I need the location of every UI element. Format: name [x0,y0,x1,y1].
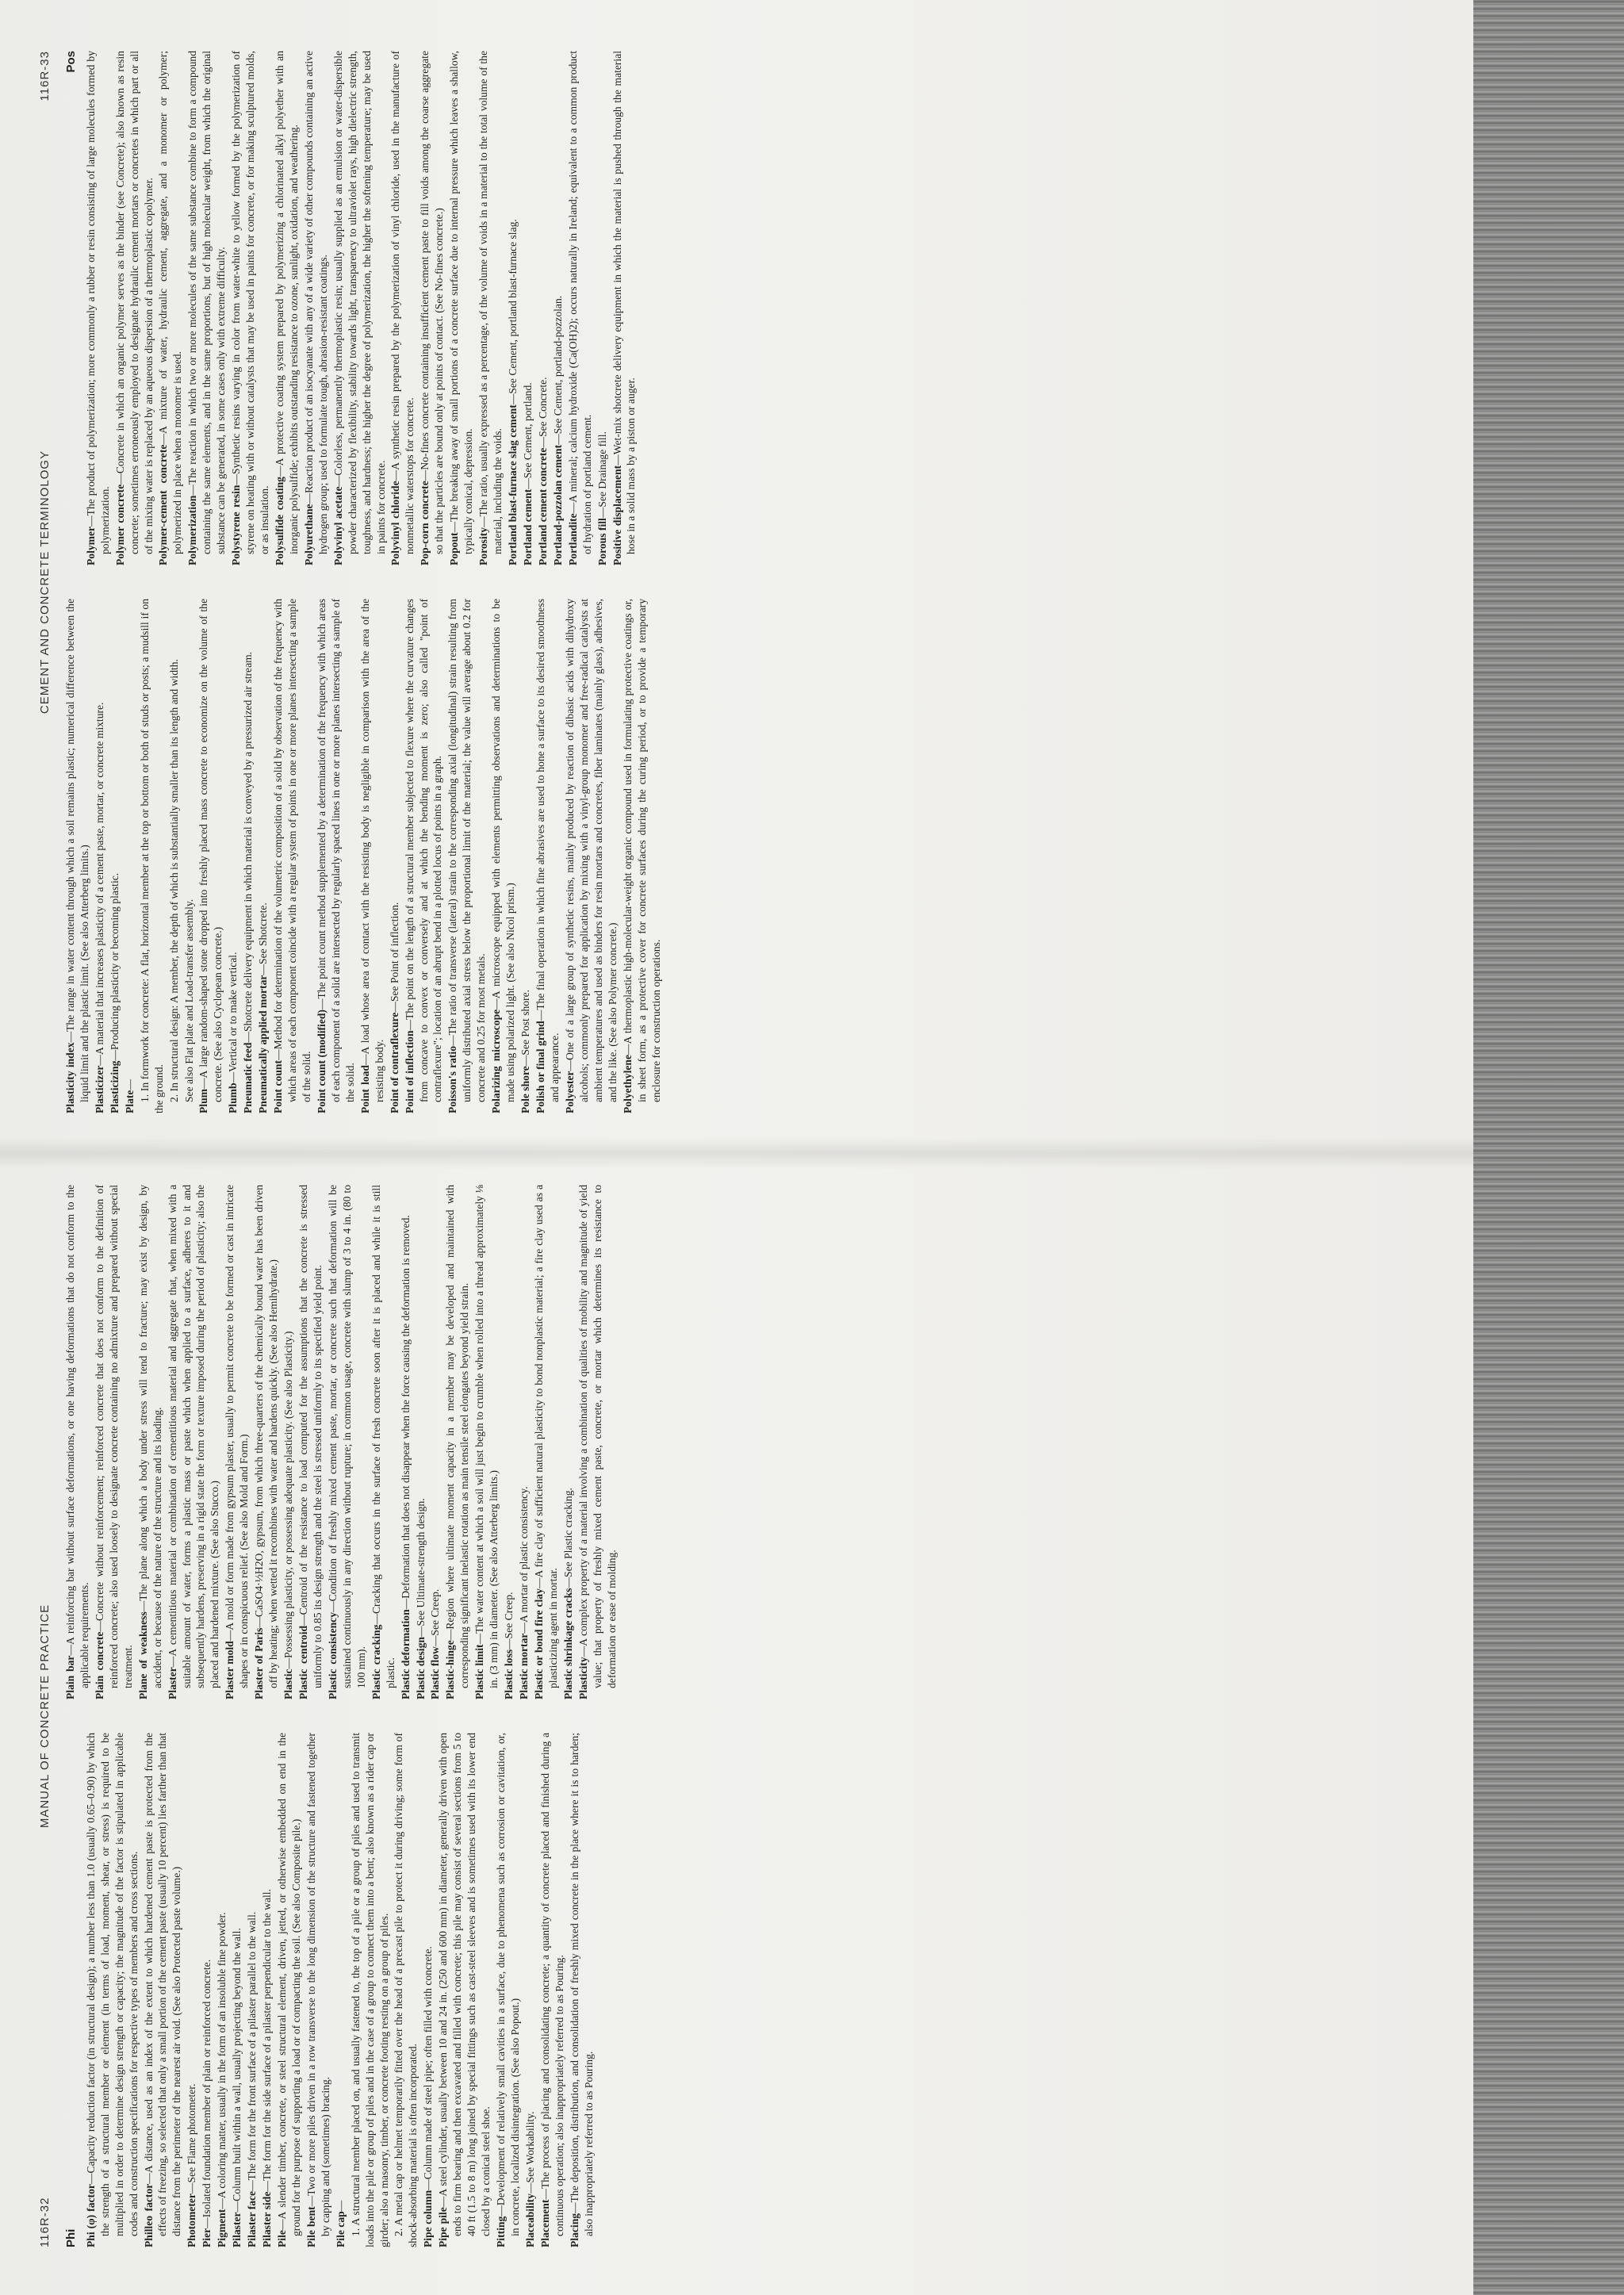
glossary-definition: —See Cement, portland-pozzolan. [551,295,564,445]
left-column-2 [63,1185,620,1699]
glossary-definition: —The reaction in which two or more molecules of the same substance combine to form a compound containing the same elements, and in the same proportions, but of high molecular weight, from which the original substance can be generated, in some cases only with extreme difficulty. [186,51,228,554]
glossary-definition: —The point on the length of a structural member subjected to flexure where the curvature changes from concave to convex or conversely and at which the bending moment is zero; also called "point of contraflexure"; location of an abrupt bend in a plotted locus of points in a graph. [403,599,444,1102]
glossary-term: Polarizing microscope [490,1009,503,1113]
glossary-term: Polish or final grind [534,1021,546,1113]
glossary-entry [304,1733,333,2247]
glossary-definition: —No-fines concrete containing insufficient cement paste to fill voids among the coarse aggregate so that the particles are bound only at points of contact. (See No-fines concrete.) [419,51,446,554]
glossary-definition: —CaSO4·½H2O, gypsum, from which three-quarters of the chemically bound water has been driven off by heating; when wetted it recombines with water and hardens quickly. (See also Hemihydrate.) [253,1185,280,1688]
glossary-entry [443,1185,472,1699]
glossary-term: Polysulfide coating [273,477,285,565]
glossary-definition: —A large random-shaped stone dropped into freshly placed mass concrete to economize on the volume of the concrete. (See also Cyclopean concrete.) [197,599,224,1102]
glossary-term: Pop-corn concrete [419,481,431,565]
glossary-definition: —Isolated foundation member of plain or reinforced concrete. [201,1959,213,2228]
glossary-entry [167,599,182,1113]
glossary-entry [532,1185,561,1699]
glossary-entry [315,599,358,1113]
glossary-entry [186,51,228,565]
glossary-definition: —Condition of freshly mixed cement paste, mortar, or concrete such that deformation will be sustained continuously in any direction without rupture; in common usage, concrete with slump of 3 to 4 in. (80 to 100 mm). [326,1185,367,1688]
glossary-term: Porous fill [596,518,608,565]
glossary-entry [108,599,122,1113]
glossary-definition: —See Post shore. [519,989,532,1067]
glossary-entry [446,599,488,1113]
glossary-term: Photometer [186,2193,198,2247]
glossary-definition: 2. In structural design: A member, the depth of which is substantially smaller than its length and width. [167,659,180,1102]
glossary-term: Portland cement concrete [536,447,549,565]
glossary-term: Polyethylene [621,1055,634,1113]
glossary-entry [326,1185,369,1699]
glossary-term: Plasticizer [93,1065,105,1113]
glossary-definition: —Possessing plasticity, or possessing adequate plasticity. (See also Plasticity.) [282,1331,295,1669]
glossary-definition: —A reinforcing bar without surface deformations, or one having deformations that do not conform to the applicable requirements. [64,1185,90,1688]
glossary-term: Polymer-cement concrete [157,444,170,565]
glossary-term: Porosity [477,527,490,565]
glossary-entry [473,1185,501,1699]
glossary-entry [403,599,446,1113]
glossary-term: Portland cement [521,489,534,565]
glossary-definition: —The range in water content through which a soil remains plastic; numerical difference between the liquid limit and the plastic limit. (See also Atterberg limits.) [64,599,90,1102]
glossary-entry [93,599,107,1113]
glossary-entry [517,1185,531,1699]
glossary-term: Plasticizing [108,1060,121,1113]
glossary-entry [166,1185,223,1699]
glossary-definition: —A mineral; calcium hydroxide (Ca(OH)2); occurs naturally in Ireland; equivalent to a common product of hydration of portland cement. [566,51,593,554]
glossary-entry [621,599,664,1113]
glossary-entry [447,51,476,565]
glossary-definition: —Column built within a wall, usually projecting beyond the wall. [231,1928,243,2213]
glossary-definition: —The form for the side surface of a pilaster perpendicular to the wall. [261,1889,274,2192]
glossary-definition: —A protective coating system prepared by polymerizing a chlorinated alkyl polyether with an inorganic polysulfide; exhibits outstanding resistance to ozone, sunlight, oxidation, and weathering. [273,51,300,554]
glossary-definition: — [123,1079,136,1090]
right-column-1 [63,599,664,1113]
glossary-definition: —A thermoplastic high-molecular-weight organic compound used in formulating protective coatings or, in sheet form, as a protective cover for concrete surfaces during the curing period, or to provide a temporary enclosure for construction operations. [621,599,662,1102]
glossary-entry [63,599,92,1113]
glossary-entry [136,1185,165,1699]
left-page [32,1185,1459,2247]
glossary-entry [256,599,270,1113]
glossary-definition: —A steel cylinder, usually between 10 and 24 in. (250 and 600 mm) in diameter, generally driven with open ends to firm bearing and then excavated and filled with concrete; this pile may consist of several sections from 5 to 40 ft (1.5 to 8 m) long joined by special fittings such as cast-steel sleeves and is sometimes used with its lower end closed by a conical steel shoe. [437,1733,492,2236]
glossary-definition: —Concrete without reinforcement; reinforced concrete that does not conform to the definition of reinforced concrete; also used loosely to designate concrete containing no admixture and prepared without special treatment. [93,1185,134,1688]
glossary-term: Plastic [282,1669,295,1699]
glossary-definition: —A mixture of water, hydraulic cement, aggregate, and a monomer or polymer; polymerized in place when a monomer is used. [157,51,184,554]
glossary-term: Plastic cracking [370,1624,382,1699]
glossary-definition: —The point count method supplemented by a determination of the frequency with which areas of each component of a solid are intersected by regularly spaced lines in one or more planes intersecting a sample of the solid. [315,599,356,1102]
glossary-term: Placement [538,2199,551,2247]
right-folio: 116R-33 [38,51,52,102]
glossary-term: Polystyrene resin [230,485,243,565]
glossary-term: Philleo factor [142,2183,155,2247]
glossary-definition: —Wet-mix shotcrete delivery equipment in which the material is pushed through the material hose in a solid mass by a piston or auger. [611,51,638,554]
glossary-term: Plate [123,1090,136,1113]
glossary-definition: —See Creep. [503,1592,515,1649]
glossary-definition: —Synthetic resins varying in color from water-white to yellow formed by the polymerization of styrene on heating with or without catalysts that may be used in paints for concrete, or for making sculptured molds, or as insulation. [230,51,271,554]
glossary-entry [506,51,520,565]
glossary-entry [215,1733,229,2247]
glossary-entry [185,1733,199,2247]
glossary-definition: —The breaking away of small portions of a concrete surface due to internal pressure which leaves a shallow, typically conical, depression. [448,51,475,554]
glossary-term: Polymerization [186,495,199,565]
right-running-head: CEMENT AND CONCRETE TERMINOLOGY [38,450,52,715]
glossary-entry [536,51,550,565]
glossary-definition: —See Workability. [523,2111,536,2194]
glossary-term: Pigment [216,2209,228,2247]
glossary-term: Plastic design [414,1637,427,1699]
glossary-entry [63,1185,92,1699]
glossary-entry [596,51,610,565]
glossary-definition: —A slender timber, concrete, or steel structural element, driven, jetted, or otherwise embedded on end in the ground for the purpose of supporting a load or of compacting the soil. (See also Composite pile.) [275,1733,302,2236]
glossary-entry [388,599,402,1113]
glossary-entry [399,1185,413,1699]
glossary-term: Plaster of Paris [253,1627,266,1699]
glossary-term: Polyester [563,1071,576,1113]
glossary-term: Pilaster side [261,2191,274,2247]
glossary-definition: —Method for determination of the volumetric composition of a solid by observation of the frequency with which areas of each component coincide with a regular system of points in one or more planes intersecting a sample of the solid. [272,599,312,1102]
glossary-entry [229,51,272,565]
glossary-definition: —A fire clay of sufficient natural plasticity to bond nonplastic material; a fire clay used as a plasticizing agent in mortar. [533,1185,559,1688]
glossary-definition: —Cracking that occurs in the surface of fresh concrete soon after it is placed and while it is still plastic. [370,1185,396,1688]
glossary-term: Point of inflection [403,1030,416,1113]
glossary-entry [260,1733,274,2247]
glossary-definition: 1. In formwork for concrete: A flat, horizontal member at the top or bottom or both of studs or posts; a mudsill if on the ground. [138,599,165,1113]
glossary-definition: 1. A structural member placed on, and usually fastened to, the top of a pile or a group of piles and used to transmit loads into the pile or group of piles and in the case of a group to connect them into a bent; also known as a rider cap or girder; also a masonry, timber, or concrete footing resting on a group of piles. [349,1733,390,2247]
glossary-entry [200,1733,214,2247]
glossary-term: Pole shore [519,1066,532,1113]
glossary-entry [414,1185,428,1699]
glossary-entry [477,51,505,565]
glossary-definition: —See Plastic cracking. [561,1488,574,1588]
glossary-definition: —Colorless, permanently thermoplastic resin; usually supplied as an emulsion or water-dispersible powder characterized by flexibility, stability towards light, transparency to ultraviolet rays, high dielectric strength, toughness, and hardness; the higher the degree of polymerization, the higher the softening temperature; may be used in paints for concrete. [331,50,387,554]
glossary-term: Plastic shrinkage cracks [561,1588,574,1699]
glossary-definition: —The deposition, distribution, and consolidation of freshly mixed concrete in the place where it is to harden; also inappropriately referred to as Pouring. [568,1733,595,2236]
glossary-definition: —See Shotcrete. [257,902,270,975]
glossary-term: Plain concrete [93,1631,105,1699]
glossary-term: Plaster [166,1667,178,1699]
glossary-entry [494,1733,523,2247]
glossary-term: Pile bent [304,2206,317,2247]
glossary-definition: —The final operation in which fine abrasives are used to hone a surface to its desired smoothness and appearance. [534,599,561,1102]
glossary-entry [358,599,387,1113]
glossary-term: Plaster mold [224,1641,236,1699]
glossary-term: Popout [448,532,461,565]
glossary-term: Plane of weakness [136,1611,149,1699]
glossary-definition: —Producing plasticity or becoming plastic. [108,872,121,1061]
glossary-entry [297,1185,325,1699]
glossary-term: Point load [358,1065,371,1113]
glossary-term: Plastic consistency [326,1612,339,1699]
glossary-entry [551,51,565,565]
glossary-term: Positive displacement [611,465,623,565]
glossary-entry [123,599,137,1113]
glossary-term: Plumb [227,1082,239,1113]
glossary-term: Pile cap [334,2211,347,2247]
glossary-term: Plastic or bond fire clay [533,1588,545,1699]
glossary-definition: —Column made of steel pipe; often filled with concrete. [422,1946,435,2190]
glossary-term: Point count [272,1059,285,1113]
glossary-definition: —Shotcrete delivery equipment in which material is conveyed by a pressurized air stream. [242,651,255,1043]
glossary-definition: —See Creep. [429,1588,442,1647]
glossary-term: Plastic limit [473,1644,486,1699]
glossary-definition: See also Flat plate and Load-transfer assembly. [182,898,195,1102]
glossary-term: Pilaster [231,2212,243,2247]
glossary-entry [521,51,535,565]
right-columns [63,51,664,1113]
glossary-term: Pneumatically applied mortar [257,975,270,1113]
glossary-entry [245,1733,259,2247]
glossary-entry [421,1733,435,2247]
glossary-term: Polyvinyl acetate [331,486,344,565]
glossary-term: Portland-pozzolan cement [551,444,564,565]
left-guide-word: Phi [64,2228,78,2247]
glossary-definition: —Capacity reduction factor (in structural design); a number less than 1.0 (usually 0.65–0.90) by which the strength of a structural member or element (in terms of load, moment, shear, or stress) is required to be multiplied in order to determine design strength or capacity; the magnitude of the factor is stipulated in applicable codes and construction specifications for respective types of members and cross sections. [84,1733,140,2236]
glossary-definition: —A microscope equipped with elements permitting observations and determinations to be made using polarized light. (See also Nicol prism.) [490,599,517,1102]
glossary-entry [275,1733,304,2247]
glossary-entry [534,599,562,1113]
glossary-definition: —See Flame photometer. [186,2083,198,2194]
left-column-1 [63,1733,620,2247]
glossary-definition: —One of a large group of synthetic resins, mainly produced by reaction of dibasic acids with dihydroxy alcohols; commonly prepared for application by mixing with a vinyl-group monomer and free-radical catalysts at ambient temperatures and used as binders for resin mortars and concretes, fiber laminates (mainly glass), adhesives, and the like. (See also Polymer concrete.) [563,599,619,1102]
glossary-entry [282,1185,296,1699]
glossary-entry [93,1185,136,1699]
glossary-term: Phi (φ) factor [84,2184,97,2247]
glossary-term: Pile [275,2230,288,2247]
glossary-entry [576,1185,619,1699]
glossary-definition: —Two or more piles driven in a row transverse to the long dimension of the structure and fastened together by capping and (sometimes) bracing. [304,1733,331,2236]
glossary-term: Portlandite [566,513,579,565]
glossary-definition: —The process of placing and consolidating concrete; a quantity of concrete placed and finished during a continuous operation; also inappropriately referred to as Pouring. [538,1733,565,2236]
glossary-definition: —The ratio, usually expressed as a percentage, of the volume of voids in a material to the total volume of the material, including the voids. [477,51,504,554]
glossary-term: Plastic deformation [399,1609,412,1699]
glossary-term: Pitting [495,2216,508,2247]
glossary-entry [349,1733,392,2247]
glossary-entry [392,1733,420,2247]
glossary-definition: —A load whose area of contact with the resisting body is negligible in comparison with the area of the resisting body. [358,599,385,1102]
glossary-entry [611,51,639,565]
glossary-definition: — [334,2200,347,2212]
glossary-definition: —A distance, used as an index of the extent to which hardened cement paste is protected from the effects of freezing, so selected that only a small portion of the cement paste (usually 10 percent) lies farther than that distance from the perimeter of the nearest air void. (See also Protected paste volume.) [142,1732,183,2236]
glossary-term: Plastic loss [503,1649,515,1699]
right-page [32,51,1459,1113]
glossary-definition: —Concrete in which an organic polymer serves as the binder (see Concrete); also known as resin concrete; sometimes erroneously employed to designate hydraulic cement mortars or concretes in which part or all of the mixing water is replaced by an aqueous dispersion of a thermoplastic copolymer. [113,51,155,554]
glossary-term: Pilaster face [246,2190,259,2247]
glossary-term: Pipe pile [437,2207,450,2247]
glossary-definition: —Centroid of the resistance to load computed for the assumptions that the concrete is stressed uniformly to 0.85 its design strength and the steel is stressed uniformly to its specified yield point. [297,1185,324,1688]
glossary-definition: —See Drainage fill. [596,431,608,519]
glossary-term: Plasticity index [64,1042,76,1113]
left-running-head: MANUAL OF CONCRETE PRACTICE [38,1603,52,1829]
glossary-entry [241,599,255,1113]
glossary-entry [370,1185,398,1699]
glossary-entry [197,599,225,1113]
glossary-entry [428,1185,442,1699]
glossary-entry [226,599,240,1113]
scanner-edge-artifact [1473,0,1624,2295]
glossary-term: Plastic flow [429,1646,442,1699]
glossary-entry [273,51,301,565]
glossary-definition: —See Ultimate-strength design. [414,1498,427,1638]
glossary-term: Polymer concrete [113,484,126,565]
glossary-definition: —A material that increases plasticity of a cement paste, mortar, or concrete mixture. [93,702,105,1066]
glossary-definition: —Deformation that does not disappear when the force causing the deformation is removed. [399,1215,412,1610]
left-folio: 116R-32 [38,2197,52,2247]
glossary-entry [568,1733,596,2247]
glossary-definition: —A mold or form made from gypsum plaster, usually to permit concrete to be formed or cast in intricate shapes or in conspicuous relief. (See also Mold and Form.) [224,1185,251,1688]
glossary-entry [538,1733,567,2247]
glossary-definition: —See Concrete. [536,377,549,448]
glossary-term: Plastic mortar [518,1633,530,1699]
glossary-entry [84,51,113,565]
glossary-term: Pier [201,2228,213,2247]
glossary-definition: —A mortar of plastic consistency. [518,1486,530,1634]
glossary-definition: —Vertical or to make vertical. [227,952,239,1083]
glossary-definition: —A complex property of a material involving a combination of qualities of mobility and magnitude of yield value; that property of freshly mixed cement paste, concrete, or mortar which determines its resistance to deformation or ease of molding. [576,1185,618,1688]
glossary-entry [389,51,417,565]
glossary-entry [436,1733,493,2247]
glossary-entry [561,1185,576,1699]
right-running-header [32,51,63,1113]
glossary-definition: —The plane along which a body under stress will tend to fracture; may exist by design, by accident, or because of the nature of the structure and its loading. [136,1185,163,1688]
glossary-entry [489,599,518,1113]
glossary-term: Plasticity [576,1657,589,1699]
glossary-entry [156,51,185,565]
left-columns [63,1185,620,2247]
glossary-entry [418,51,446,565]
glossary-term: Polyvinyl chloride [389,481,402,565]
glossary-term: Portland blast-furnace slag cement [506,404,519,565]
glossary-entry [182,599,197,1113]
glossary-entry [252,1185,281,1699]
glossary-term: Poisson's ratio [446,1046,459,1113]
glossary-entry [563,599,620,1113]
right-guide-word: Pos [64,51,78,73]
glossary-definition: —See Cement, portland blast-furnace slag. [506,219,519,405]
glossary-term: Pipe column [422,2190,435,2247]
glossary-term: Plum [197,1089,210,1113]
glossary-term: Plastic-hinge [444,1640,457,1699]
glossary-entry [523,1733,538,2247]
glossary-entry [502,1185,516,1699]
glossary-entry [142,1733,185,2247]
glossary-definition: —See Cement, portland. [521,382,534,489]
glossary-term: Pneumatic feed [242,1042,255,1113]
glossary-definition: —A cementitious material or combination of cementitious material and aggregate that, when mixed with a suitable amount of water, forms a plastic mass or paste which when applied to a surface, adheres to it and subsequently hardens, preserving in a rigid state the form or texture imposed during the period of plasticity; also the placed and hardened mixture. (See also Stucco.) [166,1185,221,1688]
glossary-definition: —A coloring matter, usually in the form of an insoluble fine powder. [216,1912,228,2209]
glossary-definition: 2. A metal cap or helmet temporarily fitted over the head of a precast pile to protect it during driving; some form of shock-absorbing material is often incorporated. [393,1733,419,2247]
glossary-entry [223,1185,251,1699]
glossary-term: Placeability [523,2193,536,2247]
glossary-entry [230,1733,244,2247]
glossary-term: Polymer [84,526,97,565]
glossary-definition: —The product of polymerization; more commonly a rubber or resin consisting of large molecules formed by polymerization. [84,51,111,554]
glossary-term: Placing [568,2213,580,2247]
left-running-header [32,1185,63,2247]
glossary-term: Plastic centroid [297,1625,309,1699]
glossary-entry [113,51,156,565]
glossary-entry [566,51,595,565]
glossary-definition: —Development of relatively small cavities in a surface, due to phenomena such as corrosion or cavitation, or, in concrete, localized disintegration. (See also Popout.) [495,1733,521,2236]
glossary-entry [138,599,167,1113]
glossary-definition: —Reaction product of an isocyanate with any of a wide variety of other compounds containing an active hydrogen group; used to formulate tough, abrasion-resistant coatings. [302,51,329,554]
glossary-entry [302,51,331,565]
glossary-term: Plain bar [64,1655,76,1699]
glossary-definition: —Region where ultimate moment capacity in a member may be developed and maintained with corresponding significant inelastic rotation as main tensile steel elongates beyond yield strain. [444,1185,471,1688]
glossary-entry [84,1733,141,2247]
book-gutter [0,1137,1473,1169]
glossary-definition: —A synthetic resin prepared by the polymerization of vinyl chloride, used in the manufacture of nonmetallic waterstops for concrete. [389,51,416,554]
right-column-2 [63,51,664,565]
glossary-definition: —The ratio of transverse (lateral) strain to the corresponding axial (longitudinal) strain resulting from uniformly distributed axial stress below the proportional limit of the material; the value will average about 0.2 for concrete and 0.25 for most metals. [446,599,488,1102]
glossary-entry [334,1733,348,2247]
glossary-definition: —The water content at which a soil will just begin to crumble when rolled into a thread approximately ⅛ in. (3 mm) in diameter. (See also Atterberg limits.) [473,1185,500,1688]
glossary-entry [331,51,389,565]
glossary-definition: —See Point of inflection. [388,902,400,1013]
glossary-definition: —The form for the front surface of a pilaster parallel to the wall. [246,1911,259,2191]
glossary-term: Point count (modified) [315,1010,327,1113]
glossary-term: Point of contraflexure [388,1012,400,1113]
glossary-entry [519,599,533,1113]
glossary-term: Polyurethane [302,504,315,565]
glossary-entry [271,599,314,1113]
